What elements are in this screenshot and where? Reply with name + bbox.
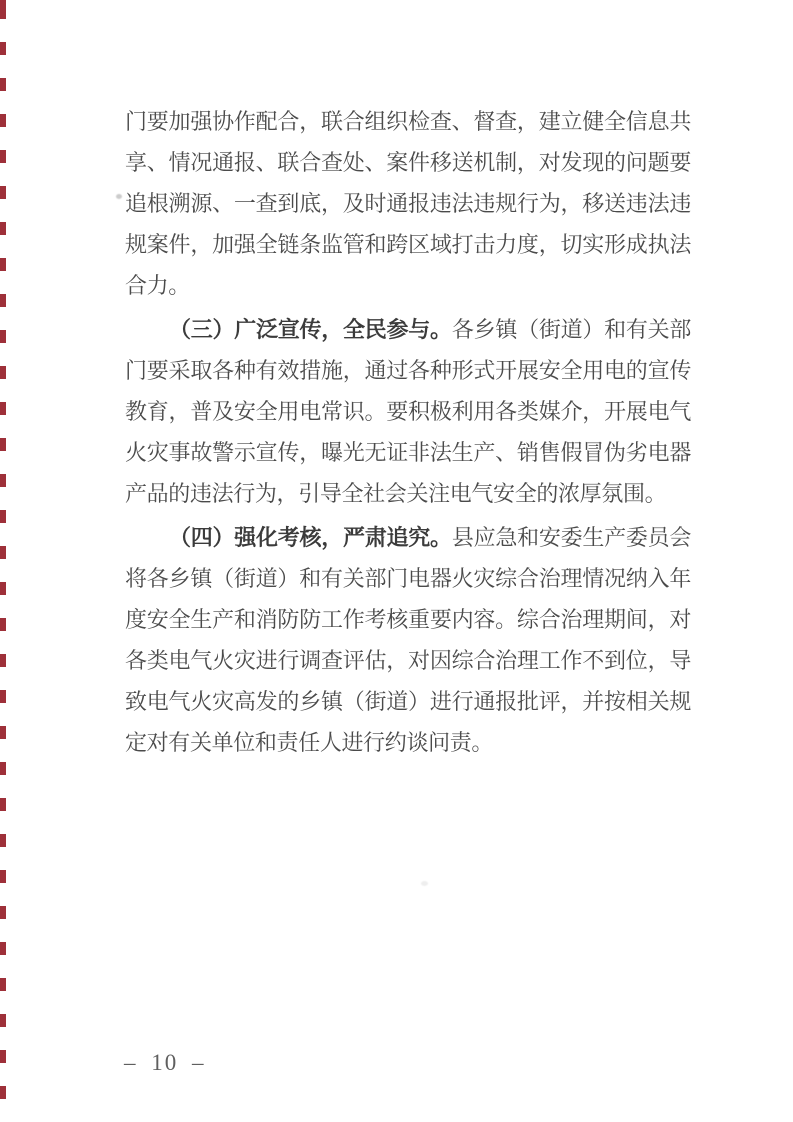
red-edge-dash-marks bbox=[0, 0, 6, 1122]
paragraph-text: 各乡镇（街道）和有关部门要采取各种有效措施，通过各种形式开展安全用电的宣传教育，普及安全用电常识。要积极利用各类媒介，开展电气火灾事故警示宣传，曝光无证非法生产、销售假冒伪劣电器产品的违法行为，引导全社会关注电气安全的浓厚氛围。 bbox=[125, 317, 692, 506]
paragraph-text: 门要加强协作配合，联合组织检查、督查，建立健全信息共享、情况通报、联合查处、案件移送机制，对发现的问题要追根溯源、一查到底，及时通报违法违规行为，移送违法违规案件，加强全链条监管和跨区域打击力度，切实形成执法合力。 bbox=[125, 109, 691, 298]
page-number: – 10 – bbox=[124, 1050, 206, 1075]
paragraph-continuation bbox=[125, 101, 691, 306]
paragraph-section-4 bbox=[125, 517, 691, 763]
scan-speck bbox=[421, 881, 428, 886]
section-3-heading: （三）广泛宣传，全民参与。 bbox=[169, 317, 452, 342]
document-body bbox=[125, 101, 691, 770]
paragraph-text: 县应急和安委生产委员会将各乡镇（街道）和有关部门电器火灾综合治理情况纳入年度安全生产和消防防工作考核重要内容。综合治理期间，对各类电气火灾进行调查评估，对因综合治理工作不到位，导致电气火灾高发的乡镇（街道）进行通报批评，并按相关规定对有关单位和责任人进行约谈问责。 bbox=[125, 525, 692, 755]
scan-speck bbox=[116, 194, 122, 199]
section-4-heading: （四）强化考核，严肃追究。 bbox=[169, 525, 452, 550]
paragraph-section-3 bbox=[125, 309, 691, 514]
